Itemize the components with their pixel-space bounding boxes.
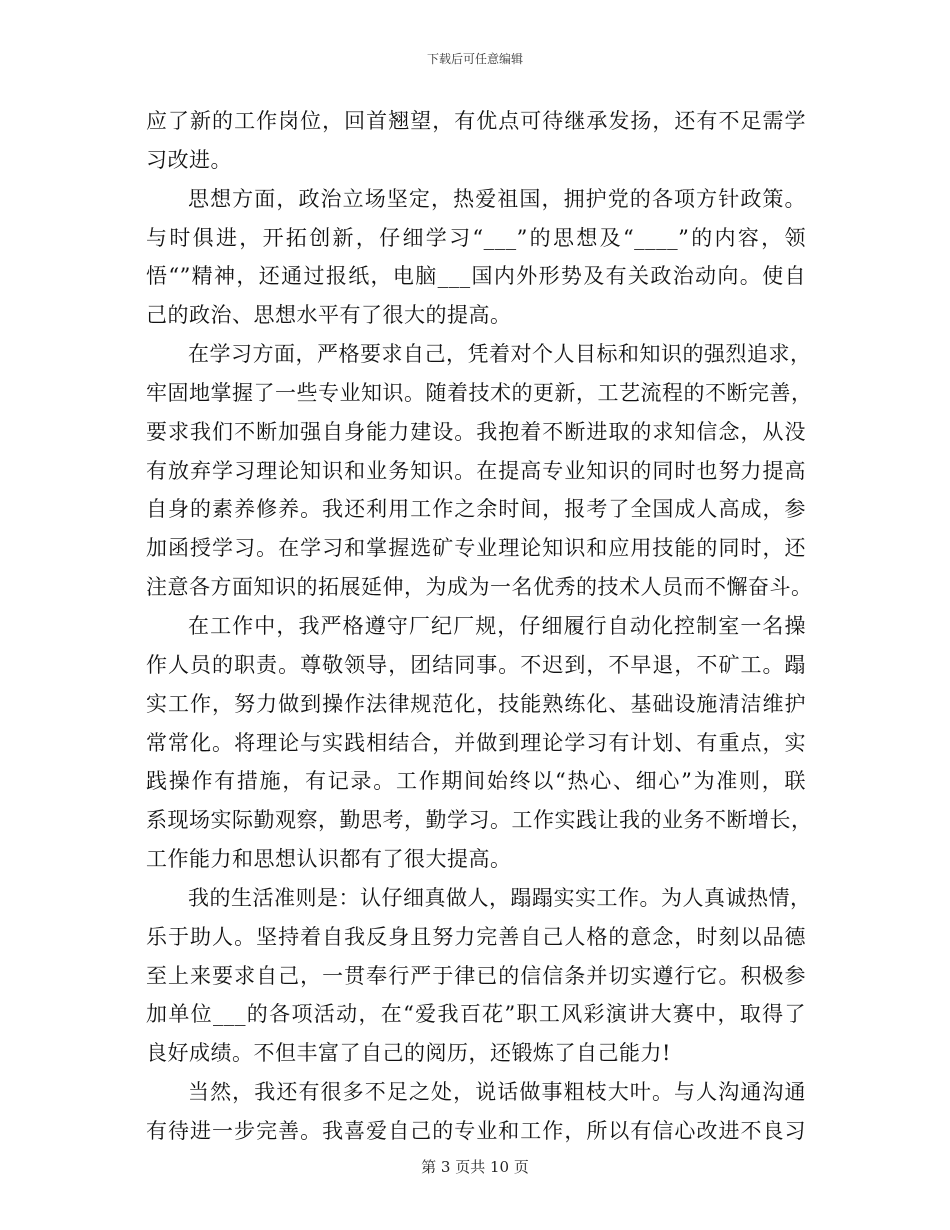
document-body [146, 102, 813, 1151]
text-line: 有待进一步完善。我喜爱自己的专业和工作，所以有信心改进不良习 [146, 1118, 806, 1143]
text-line: 践操作有措施，有记录。工作期间始终以“热心、细心”为准则，联 [146, 769, 806, 794]
text-line: 自身的素养修养。我还利用工作之余时间，报考了全国成人高成，参 [146, 497, 806, 522]
text-line: 常常化。将理论与实践相结合，并做到理论学习有计划、有重点，实 [146, 730, 806, 755]
page-number-footer: 第 3 页共 10 页 [421, 1158, 529, 1176]
text-line: 习改进。 [146, 147, 232, 172]
text-line: 己的政治、思想水平有了很大的提高。 [146, 303, 512, 328]
text-line: 在学习方面，严格要求自己，凭着对个人目标和知识的强烈追求， [188, 342, 812, 367]
text-line: 良好成绩。不但丰富了自己的阅历，还锻炼了自己能力! [146, 1041, 671, 1066]
text-line: 加函授学习。在学习和掌握选矿专业理论知识和应用技能的同时，还 [146, 536, 806, 561]
text-line: 与时俱进，开拓创新，仔细学习“___”的思想及“____”的内容，领 [146, 225, 806, 250]
text-line: 我的生活准则是：认仔细真做人，蹋蹋实实工作。为人真诚热情， [188, 885, 812, 910]
text-line: 注意各方面知识的拓展延伸，为成为一名优秀的技术人员而不懈奋斗。 [146, 575, 813, 600]
text-line: 至上来要求自己，一贯奉行严于律已的信信条并切实遵行它。积极参 [146, 963, 806, 988]
page-header: 下载后可任意编辑 [426, 52, 523, 66]
text-line: 系现场实际勤观察，勤思考，勤学习。工作实践让我的业务不断增长， [146, 808, 813, 833]
text-line: 思想方面，政治立场坚定，热爱祖国，拥护党的各项方针政策。 [188, 186, 806, 211]
text-line: 实工作，努力做到操作法律规范化，技能熟练化、基础设施清洁维护 [146, 691, 806, 716]
text-line: 当然，我还有很多不足之处，说话做事粗枝大叶。与人沟通沟通 [188, 1080, 806, 1105]
text-line: 悟“”精神，还通过报纸，电脑___国内外形势及有关政治动向。使自 [146, 264, 806, 289]
text-line: 在工作中，我严格遵守厂纪厂规，仔细履行自动化控制室一名操 [188, 613, 806, 638]
text-line: 乐于助人。坚持着自我反身且努力完善自己人格的意念，时刻以品德 [146, 924, 806, 949]
text-line: 作人员的职责。尊敬领导，团结同事。不迟到，不早退，不矿工。蹋 [146, 652, 806, 677]
text-line: 要求我们不断加强自身能力建设。我抱着不断进取的求知信念，从没 [146, 419, 806, 444]
text-line: 加单位___的各项活动，在“爱我百花”职工风彩演讲大赛中，取得了 [146, 1002, 806, 1027]
text-line: 工作能力和思想认识都有了很大提高。 [146, 847, 512, 872]
text-line: 牢固地掌握了一些专业知识。随着技术的更新，工艺流程的不断完善， [146, 380, 813, 405]
text-line: 应了新的工作岗位，回首翘望，有优点可待继承发扬，还有不足需学 [146, 109, 806, 133]
text-line: 有放弃学习理论知识和业务知识。在提高专业知识的同时也努力提高 [146, 458, 806, 483]
